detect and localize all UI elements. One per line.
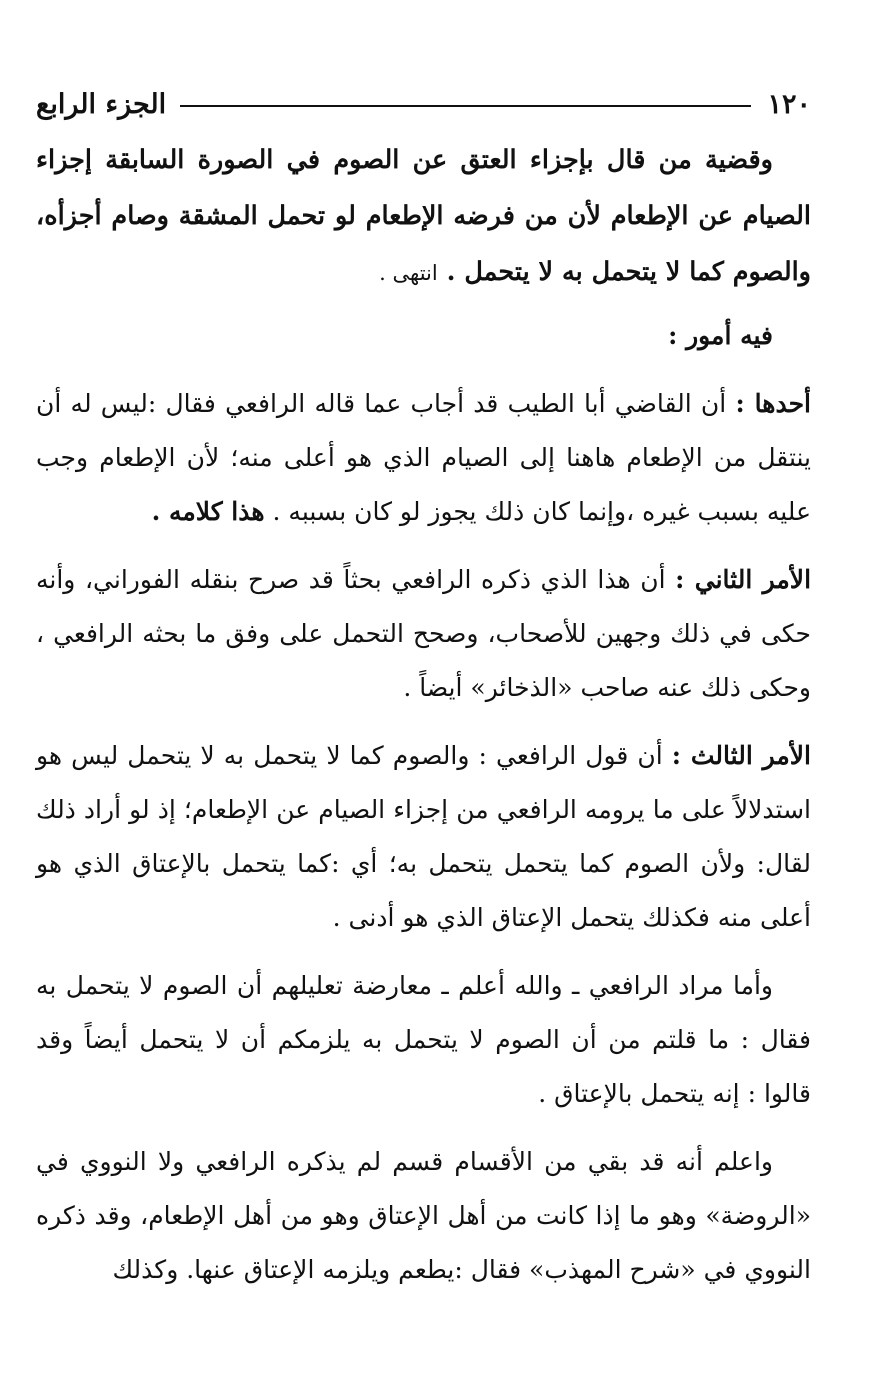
header-rule	[180, 105, 751, 107]
second-matter-text: أن هذا الذي ذكره الرافعي بحثاً قد صرح بنقله الفوراني، وأنه حكى في ذلك وجهين للأصحاب، وصحح التحمل على وفق ما بحثه الرافعي ، وحكى ذلك عنه صاحب «الذخائر» أيضاً .	[36, 565, 811, 702]
third-matter-text: أن قول الرافعي : والصوم كما لا يتحمل به لا يتحمل ليس هو استدلالاً على ما يرومه الرافعي من إجزاء الصيام عن الإطعام؛ إذ لو أراد ذلك لقال: ولأن الصوم كما يتحمل يتحمل به؛ أي :كما يتحمل بالإعتاق الذي هو أعلى منه فكذلك يتحمل الإعتاق الذي هو أدنى .	[36, 741, 811, 932]
intro-paragraph	[36, 132, 811, 301]
fourth-text: وأما مراد الرافعي ـ والله أعلم ـ معارضة تعليلهم أن الصوم لا يتحمل به فقال : ما قلتم من أن الصوم لا يتحمل به يلزمكم أن لا يتحمل أيضاً وقد قالوا : إنه يتحمل بالإعتاق .	[36, 971, 811, 1108]
fifth-text: واعلم أنه قد بقي من الأقسام قسم لم يذكره الرافعي ولا النووي في «الروضة» وهو ما إذا كانت من أهل الإعتاق وهو من أهل الإطعام، وقد ذكره النووي في «شرح المهذب» فقال :يطعم ويلزمه الإعتاق عنها. وكذلك	[36, 1147, 811, 1284]
matters-heading-paragraph	[36, 309, 811, 363]
intro-text: وقضية من قال بإجزاء العتق عن الصوم في الصورة السابقة إجزاء الصيام عن الإطعام لأن من فرضه الإطعام لو تحمل المشقة وصام أجزأه، والصوم كما لا يتحمل به لا يتحمل .	[36, 145, 811, 287]
first-matter-label: أحدها :	[735, 389, 811, 418]
second-matter-label: الأمر الثاني :	[675, 565, 812, 594]
running-title: الجزء الرابع	[36, 88, 167, 120]
page-header	[36, 82, 811, 126]
first-matter-text: أن القاضي أبا الطيب قد أجاب عما قاله الرافعي فقال :ليس له أن ينتقل من الإطعام هاهنا إلى الصيام الذي هو أعلى منه؛ لأن الإطعام وجب عليه بسبب غيره ،وإنما كان ذلك يجوز لو كان بسببه .	[36, 389, 811, 526]
first-matter-paragraph	[36, 377, 811, 539]
matters-heading: فيه أمور :	[668, 321, 773, 350]
fifth-paragraph	[36, 1135, 811, 1297]
fourth-paragraph	[36, 959, 811, 1121]
page-number: ١٢٠	[767, 88, 811, 120]
first-matter-end: هذا كلامه .	[151, 497, 265, 526]
intro-end-word: انتهى .	[379, 261, 438, 285]
second-matter-paragraph	[36, 553, 811, 715]
third-matter-label: الأمر الثالث :	[671, 741, 811, 770]
third-matter-paragraph	[36, 729, 811, 945]
